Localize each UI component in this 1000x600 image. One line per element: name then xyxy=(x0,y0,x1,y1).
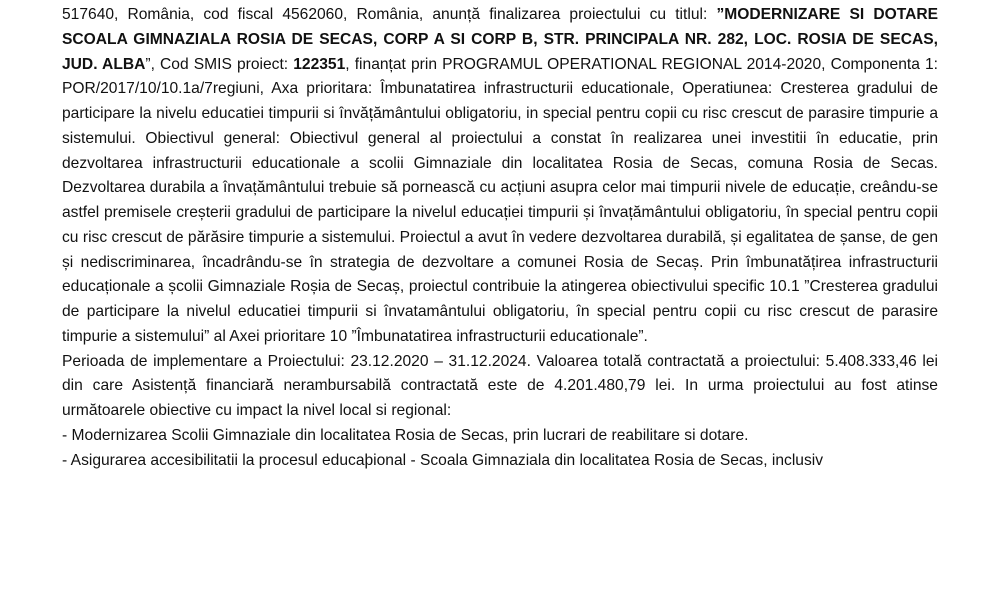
intro-text: 517640, România, cod fiscal 4562060, România, anunță finalizarea proiectului cu titlul: xyxy=(62,6,717,23)
objective-item-1: - Modernizarea Scolii Gimnaziale din localitatea Rosia de Secas, prin lucrari de reabilitare si dotare. xyxy=(62,426,749,444)
objective-item-2: - Asigurarea accesibilitatii la procesul educaþional - Scoala Gimnaziala din localitatea Rosia de Secas, inclusiv xyxy=(62,451,824,469)
project-announcement-paragraph xyxy=(62,3,938,350)
smis-code: 122351 xyxy=(293,55,346,73)
project-title: ”MODERNIZARE SI DOTARE SCOALA GIMNAZIALA ROSIA DE SECAS, CORP A SI CORP B, STR. PRINCIPALA NR. 282, LOC. ROSIA DE SECAS, JUD. ALBA xyxy=(62,6,939,73)
project-description: , finanțat prin PROGRAMUL OPERATIONAL REGIONAL 2014-2020, Componenta 1: POR/2017/10/10.1a/7regiuni, Axa prioritara: Îmbunatatirea infrastructurii educationale, Operatiunea: Cresterea gradului de participare la nivelu educatiei timpurii si învățământului obligatoriu, in special pentru copii cu risc crescut de parasire timpurie a sistemului. Obiectivul general: Obiectivul general al proiectului a constat în realizarea unei investitii în educatie, prin dezvoltarea infrastructurii educationale a scolii Gimnaziale din localitatea Rosia de Secas, comuna Rosia de Secas. Dezvoltarea durabila a învațământului trebuie să pornească cu acțiuni asupra celor mai timpurii nivele de educație, creându-se astfel premisele creșterii gradului de participare la nivelul educației timpurii și învațământului obligatoriu, în special pentru copii cu risc crescut de părăsire timpurie a sistemului. Proiectul a avut în vedere dezvoltarea durabilă, și egalitatea de șanse, de gen și nediscriminarea, încadrându-se în strategia de dezvoltare a comunei Rosia de Secaș. Prin îmbunatățirea infrastructurii educaționale a școlii Gimnaziale Roșia de Secaș, proiectul contribuie la atingerea obiectivului specific 10.1 ”Cresterea gradului de participare la nivelul educatiei timpurii si învatamântului obligatoriu, în special pentru copii cu risc crescut de parasire timpurie a sistemului” al Axei prioritare 10 ”Îmbunatatirea infrastructurii educationale”. xyxy=(62,55,938,345)
document-page xyxy=(62,3,938,473)
implementation-paragraph: Perioada de implementare a Proiectului: 23.12.2020 – 31.12.2024. Valoarea totală contractată a proiectului: 5.408.333,46 lei din care Asistență financiară nerambursabilă contractată este de 4.201.480,79 lei. In urma proiectului au fost atinse următoarele obiective cu impact la nivel local si regional: xyxy=(62,352,938,419)
smis-label: ”, Cod SMIS proiect: xyxy=(145,55,294,73)
